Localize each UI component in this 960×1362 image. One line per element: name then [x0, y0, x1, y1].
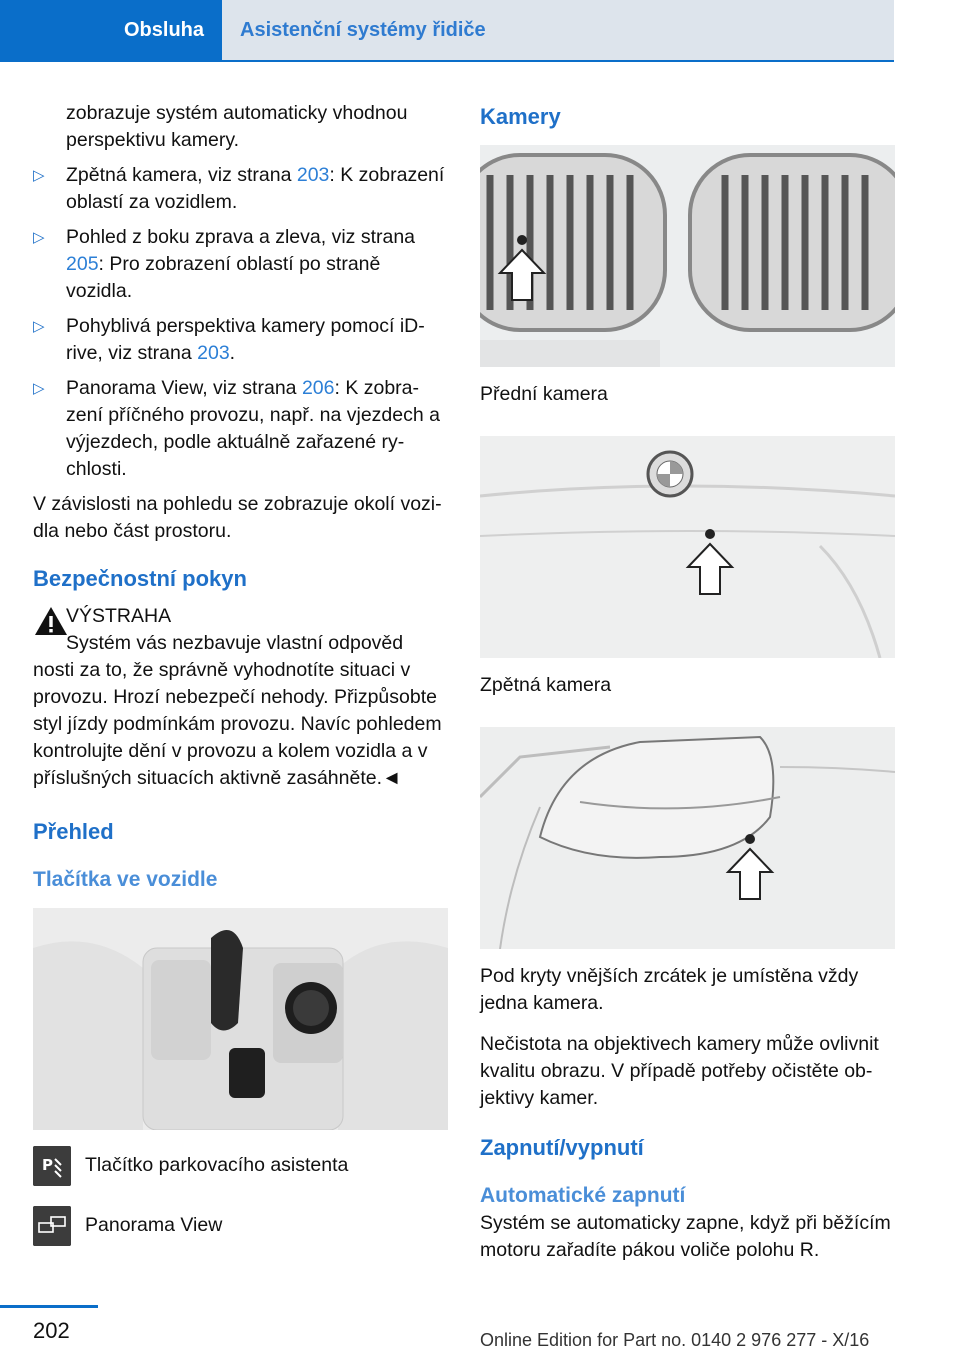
panorama-view-button-icon[interactable] — [33, 1206, 71, 1246]
center-console-photo — [33, 908, 448, 1130]
mirror-camera-caption: Pod kryty vnějších zrcátek je umístěna vždy jedna kamera. — [480, 965, 859, 1014]
parking-assist-button-icon[interactable] — [33, 1146, 71, 1186]
view-paragraph: V závislosti na pohledu se zobrazuje okolí vozidla nebo část prostoru. — [33, 493, 442, 542]
tab-obsluha[interactable]: Obsluha — [0, 0, 222, 60]
buttons-heading: Tlačítka ve vozidle — [33, 868, 218, 891]
warning-triangle-icon — [33, 605, 69, 637]
cameras-heading: Kamery — [480, 104, 561, 129]
left-column — [33, 100, 448, 1246]
mirror-camera-photo — [480, 727, 895, 949]
panorama-label: Panorama View — [85, 1214, 223, 1236]
edition-text: Online Edition for Part no. 0140 2 976 277 - X/16 — [480, 1330, 870, 1350]
triangle-bullet-icon: ▷ — [33, 167, 45, 184]
page-link[interactable]: 203 — [296, 164, 330, 186]
warning-block — [33, 603, 448, 792]
overview-heading: Přehled — [33, 819, 114, 844]
front-camera-caption: Přední kamera — [480, 383, 608, 405]
page-link[interactable]: 205 — [66, 253, 99, 275]
page-link[interactable]: 203 — [197, 342, 230, 364]
panorama-row — [33, 1206, 448, 1246]
auto-paragraph: Systém se automaticky zapne, když při běžícím motoru zařadíte pákou voliče polohu R. — [480, 1212, 891, 1261]
list-item: ▷ Zpětná kamera, viz strana 203: K zobrazení oblastí za vozidlem. — [33, 164, 445, 213]
svg-text:P: P — [42, 1156, 53, 1174]
park-assist-label: Tlačítko parkovacího asistenta — [85, 1154, 349, 1176]
list-item: ▷ Pohyblivá perspektiva kamery pomocí iDrive, viz strana 203. — [33, 315, 425, 364]
warning-title: VÝSTRAHA — [66, 605, 172, 627]
rear-camera-caption: Zpětná kamera — [480, 674, 612, 696]
dirt-paragraph: Nečistota na objektivech kamery může ovlivnit kvalitu obrazu. V případě potřeby očistěte objektivy kamer. — [480, 1033, 879, 1109]
onoff-heading: Zapnutí/vypnutí — [480, 1135, 644, 1160]
list-item: ▷ Panorama View, viz strana 206: K zobrazení příčného provozu, např. na vjezdech a výjezdech, podle aktuálně zařazené rychlosti. — [33, 377, 440, 480]
right-column — [480, 100, 896, 1264]
tab-asistencni-systemy[interactable]: Asistenční systémy řidiče — [222, 0, 894, 60]
camera-view-list — [33, 162, 448, 483]
triangle-bullet-icon: ▷ — [33, 318, 45, 335]
auto-heading: Automatické zapnutí — [480, 1184, 686, 1207]
triangle-bullet-icon: ▷ — [33, 229, 45, 246]
warning-text: nosti za to, že správně vyhodnotíte situaci v provozu. Hrozí nebezpečí nehody. Přizpůsobte styl jízdy podmínkám provozu. Navíc pohledem kontrolujte dění v provozu a kolem vozidla a v příslušných situacích aktivně zasáhněte.◄ — [33, 659, 442, 789]
page-number: 202 — [33, 1318, 70, 1343]
rear-camera-photo — [480, 436, 895, 658]
park-assist-row — [33, 1146, 448, 1186]
safety-heading: Bezpečnostní pokyn — [33, 566, 247, 591]
header-rule — [0, 60, 894, 62]
front-camera-photo — [480, 145, 895, 367]
warning-text-first: Systém vás nezbavuje vlastní odpověd — [66, 632, 404, 654]
intro-paragraph: zobrazuje systém automaticky vhodnou perspektivu kamery. — [66, 102, 408, 151]
footer-rule — [0, 1305, 98, 1308]
triangle-bullet-icon: ▷ — [33, 380, 45, 397]
list-item: ▷ Pohled z boku zprava a zleva, viz strana 205: Pro zobrazení oblastí po straně vozidla. — [33, 226, 416, 302]
page-link[interactable]: 206 — [301, 377, 335, 399]
